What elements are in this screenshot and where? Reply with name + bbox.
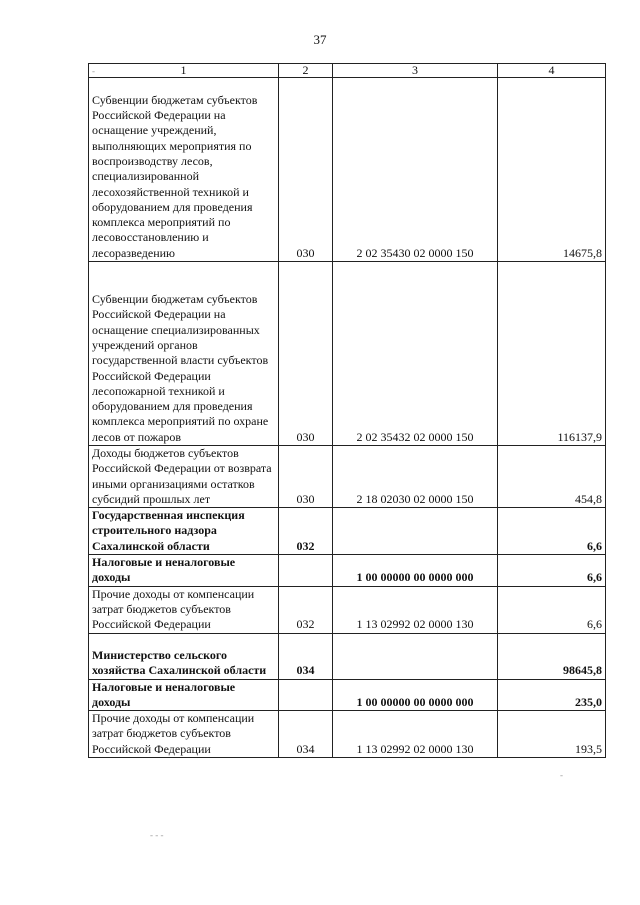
revenue-name: Прочие доходы от компенсации затрат бюджетов субъектов Российской Федерации bbox=[89, 711, 279, 758]
column-header-4: 4 bbox=[498, 64, 606, 78]
budget-classification-code: 2 02 35430 02 0000 150 bbox=[333, 78, 498, 262]
table-row bbox=[89, 633, 606, 679]
amount: 6,6 bbox=[498, 555, 606, 587]
revenue-name: Субвенции бюджетам субъектов Российской Федерации на оснащение учреждений, выполняющих мероприятия по воспроизводству лесов, специализированной лесохозяйственной техникой и оборудованием для проведения комплекса мероприятий по лесовосстановлению и лесоразведению bbox=[89, 78, 279, 262]
table-row bbox=[89, 262, 606, 446]
revenue-name: Субвенции бюджетам субъектов Российской Федерации на оснащение специализированных учреждений органов государственной власти субъектов Российской Федерации лесопожарной техникой и оборудованием для проведения комплекса мероприятий по охране лесов от пожаров bbox=[89, 262, 279, 446]
admin-code: 032 bbox=[279, 508, 333, 555]
table-row bbox=[89, 679, 606, 711]
amount: 98645,8 bbox=[498, 633, 606, 679]
amount: 6,6 bbox=[498, 586, 606, 633]
column-header-1: 1 bbox=[89, 64, 279, 78]
table-row bbox=[89, 586, 606, 633]
budget-classification-code: 1 13 02992 02 0000 130 bbox=[333, 586, 498, 633]
amount: 116137,9 bbox=[498, 262, 606, 446]
amount: 193,5 bbox=[498, 711, 606, 758]
table-row bbox=[89, 78, 606, 262]
revenue-name: Налоговые и неналоговые доходы bbox=[89, 679, 279, 711]
column-header-2: 2 bbox=[279, 64, 333, 78]
column-header-3: 3 bbox=[333, 64, 498, 78]
budget-classification-code bbox=[333, 633, 498, 679]
revenue-name: Государственная инспекция строительного надзора Сахалинской области bbox=[89, 508, 279, 555]
budget-classification-code bbox=[333, 508, 498, 555]
budget-classification-code: 2 18 02030 02 0000 150 bbox=[333, 446, 498, 508]
scan-speck: - bbox=[560, 770, 563, 780]
amount: 454,8 bbox=[498, 446, 606, 508]
table-row bbox=[89, 508, 606, 555]
admin-code: 034 bbox=[279, 633, 333, 679]
budget-classification-code: 1 00 00000 00 0000 000 bbox=[333, 679, 498, 711]
admin-code: 030 bbox=[279, 446, 333, 508]
admin-code bbox=[279, 679, 333, 711]
table-row bbox=[89, 711, 606, 758]
budget-classification-code: 2 02 35432 02 0000 150 bbox=[333, 262, 498, 446]
table-row bbox=[89, 555, 606, 587]
table-row bbox=[89, 446, 606, 508]
revenue-name: Налоговые и неналоговые доходы bbox=[89, 555, 279, 587]
revenue-name: Прочие доходы от компенсации затрат бюджетов субъектов Российской Федерации bbox=[89, 586, 279, 633]
revenue-name: Доходы бюджетов субъектов Российской Федерации от возврата иными организациями остатков субсидий прошлых лет bbox=[89, 446, 279, 508]
admin-code: 034 bbox=[279, 711, 333, 758]
budget-classification-code: 1 13 02992 02 0000 130 bbox=[333, 711, 498, 758]
admin-code: 032 bbox=[279, 586, 333, 633]
amount: 6,6 bbox=[498, 508, 606, 555]
revenue-name: Министерство сельского хозяйства Сахалинской области bbox=[89, 633, 279, 679]
scan-speck: - - - bbox=[150, 830, 164, 840]
budget-classification-code: 1 00 00000 00 0000 000 bbox=[333, 555, 498, 587]
admin-code: 030 bbox=[279, 262, 333, 446]
amount: 235,0 bbox=[498, 679, 606, 711]
page-number: 37 bbox=[313, 32, 327, 47]
amount: 14675,8 bbox=[498, 78, 606, 262]
admin-code: 030 bbox=[279, 78, 333, 262]
admin-code bbox=[279, 555, 333, 587]
scan-speck: - bbox=[92, 66, 95, 76]
table-header-row bbox=[89, 64, 606, 78]
revenue-table bbox=[88, 63, 606, 758]
